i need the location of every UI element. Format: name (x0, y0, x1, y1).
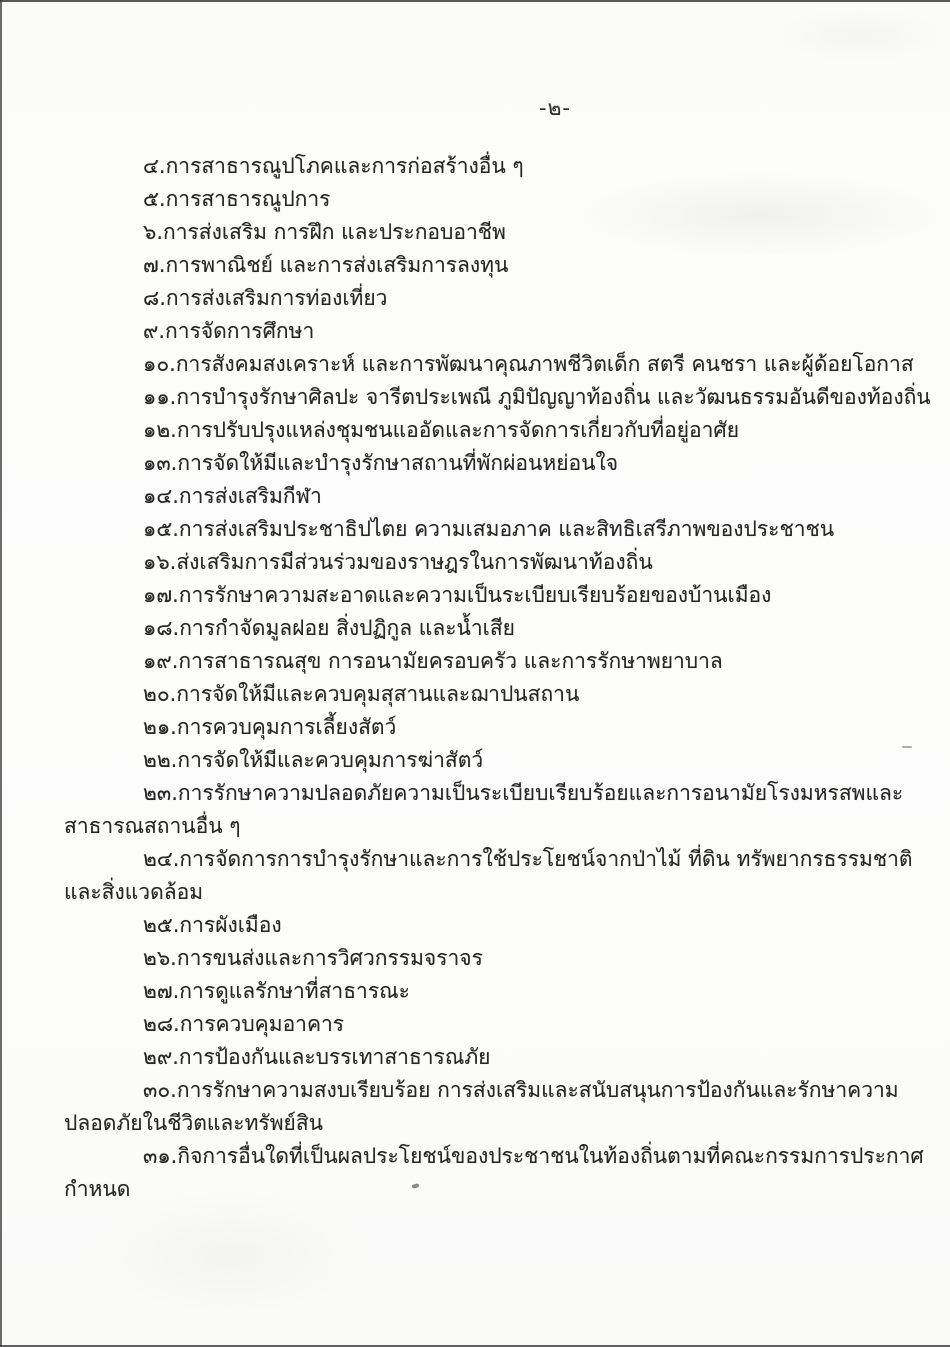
list-item: ๔.การสาธารณูปโภคและการก่อสร้างอื่น ๆ (143, 154, 524, 178)
page-number: -๒- (539, 96, 571, 120)
service-list (0, 150, 950, 1206)
list-item: ๑๐.การสังคมสงเคราะห์ และการพัฒนาคุณภาพชีวิตเด็ก สตรี คนชรา และผู้ด้อยโอกาส (143, 352, 914, 376)
list-item: ๑๒.การปรับปรุงแหล่งชุมชนแออัดและการจัดการเกี่ยวกับที่อยู่อาศัย (143, 418, 740, 442)
list-item: ๓๑.กิจการอื่นใดที่เป็นผลประโยชน์ของประชาชนในท้องถิ่นตามที่คณะกรรมการประกาศกำหนด (64, 1144, 924, 1201)
list-item: ๑๓.การจัดให้มีและบำรุงรักษาสถานที่พักผ่อนหย่อนใจ (143, 451, 619, 475)
list-item: ๒๐.การจัดให้มีและควบคุมสุสานและฌาปนสถาน (143, 682, 580, 706)
list-item: ๒๗.การดูแลรักษาที่สาธารณะ (143, 979, 410, 1003)
list-item: ๒๑.การควบคุมการเลี้ยงสัตว์ (143, 715, 397, 739)
list-item: ๑๗.การรักษาความสะอาดและความเป็นระเบียบเรียบร้อยของบ้านเมือง (143, 583, 772, 607)
list-item: ๒๓.การรักษาความปลอดภัยความเป็นระเบียบเรียบร้อยและการอนามัยโรงมหรสพและสาธารณสถานอื่น ๆ (64, 781, 904, 838)
scan-artifact-dash (902, 746, 912, 748)
scan-edge-top (0, 0, 950, 2)
list-item: ๑๑.การบำรุงรักษาศิลปะ จารีตประเพณี ภูมิปัญญาท้องถิ่น และวัฒนธรรมอันดีของท้องถิ่น (143, 385, 931, 409)
list-item: ๑๖.ส่งเสริมการมีส่วนร่วมของราษฎรในการพัฒนาท้องถิ่น (143, 550, 653, 574)
list-item: ๙.การจัดการศึกษา (143, 319, 315, 343)
list-item: ๑๙.การสาธารณสุข การอนามัยครอบครัว และการรักษาพยาบาล (143, 649, 723, 673)
list-item: ๒๕.การผังเมือง (143, 913, 282, 937)
list-item: ๒๔.การจัดการการบำรุงรักษาและการใช้ประโยชน์จากป่าไม้ ที่ดิน ทรัพยากรธรรมชาติและสิ่งแวดล้อม (64, 847, 913, 904)
list-item: ๒๙.การป้องกันและบรรเทาสาธารณภัย (143, 1045, 491, 1069)
list-item: ๑๘.การกำจัดมูลฝอย สิ่งปฏิกูล และน้ำเสีย (143, 616, 515, 640)
list-item: ๓๐.การรักษาความสงบเรียบร้อย การส่งเสริมและสนับสนุนการป้องกันและรักษาความปลอดภัยในชีวิตและทรัพย์สิน (64, 1078, 899, 1135)
list-item: ๑๕.การส่งเสริมประชาธิปไตย ความเสมอภาค และสิทธิเสรีภาพของประชาชน (143, 517, 835, 541)
list-item: ๕.การสาธารณูปการ (143, 187, 331, 211)
list-item: ๘.การส่งเสริมการท่องเที่ยว (143, 286, 388, 310)
list-item: ๖.การส่งเสริม การฝึก และประกอบอาชีพ (143, 220, 506, 244)
list-item: ๑๔.การส่งเสริมกีฬา (143, 484, 322, 508)
list-item: ๒๖.การขนส่งและการวิศวกรรมจราจร (143, 946, 483, 970)
list-item: ๒๒.การจัดให้มีและควบคุมการฆ่าสัตว์ (143, 748, 484, 772)
list-item: ๗.การพาณิชย์ และการส่งเสริมการลงทุน (143, 253, 509, 277)
list-item: ๒๘.การควบคุมอาคาร (143, 1012, 345, 1036)
